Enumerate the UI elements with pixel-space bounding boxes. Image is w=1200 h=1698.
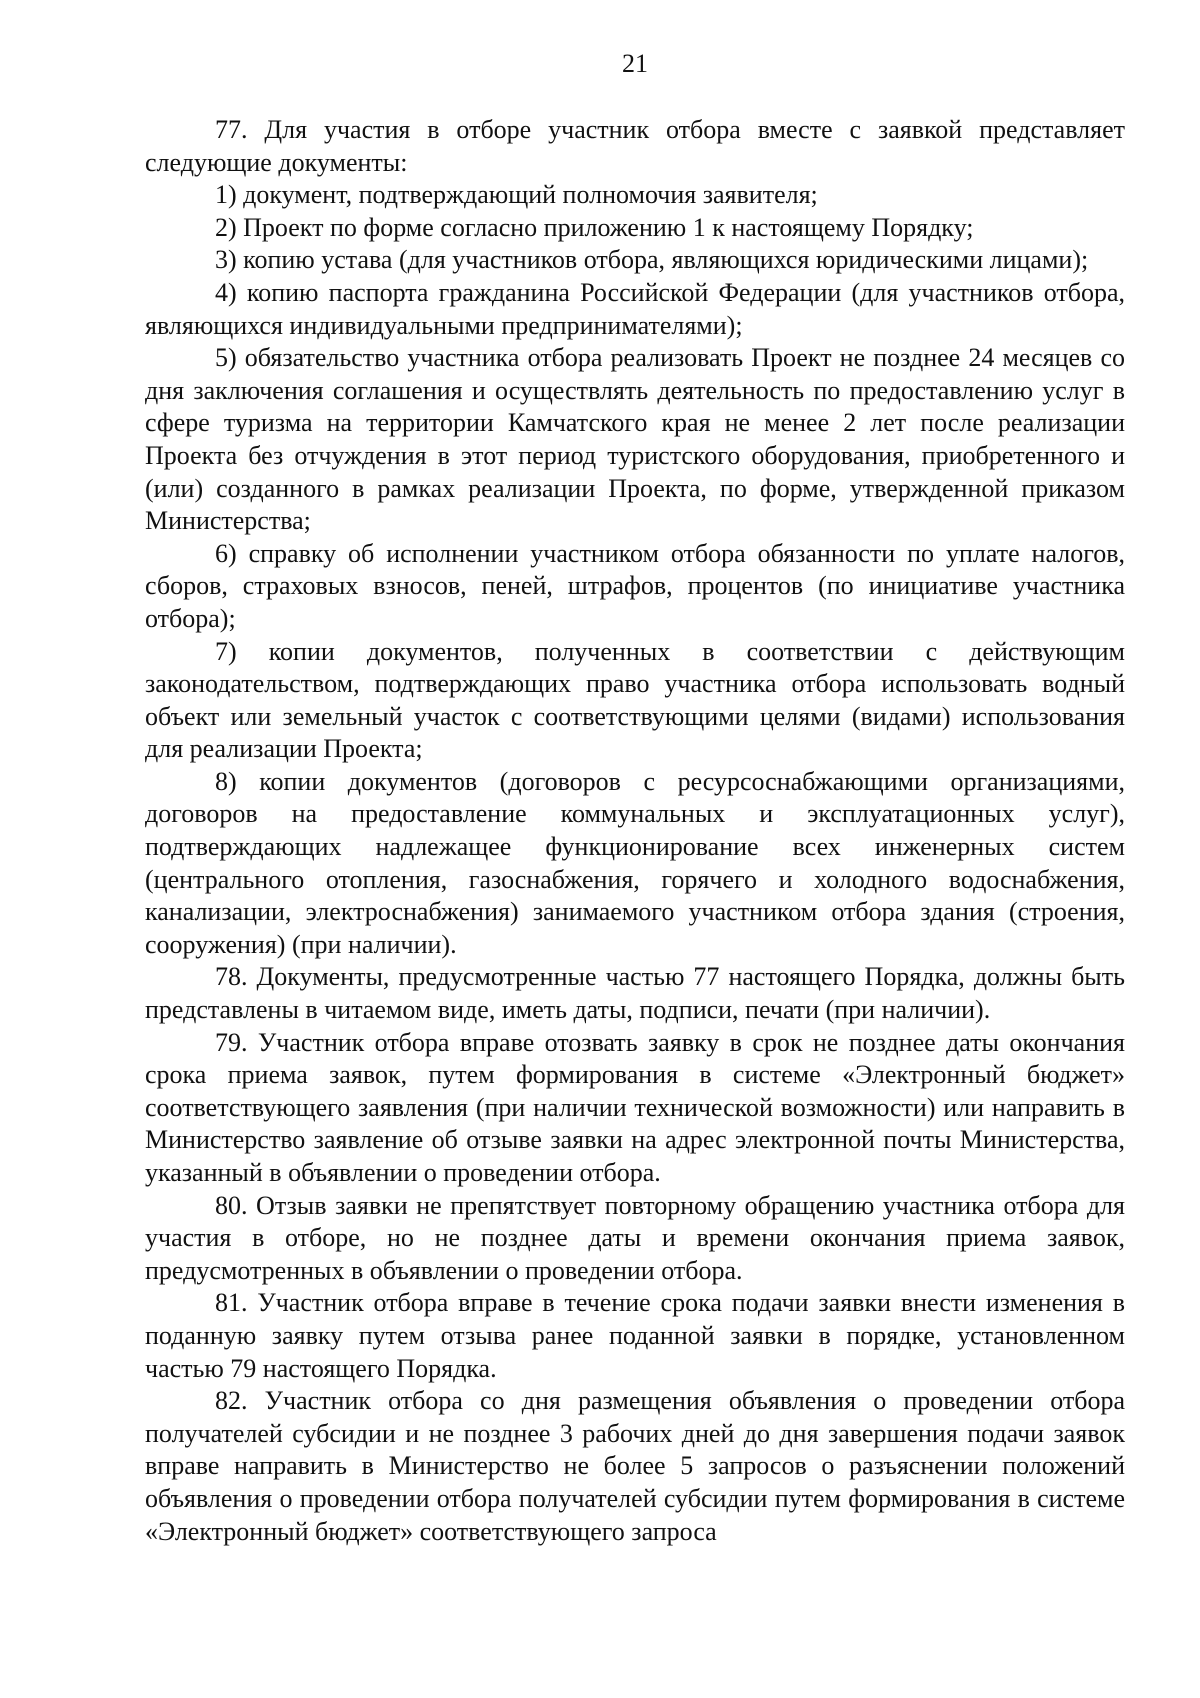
list-item-7: 7) копии документов, полученных в соответствии с действующим законодательством, подтверждающих право участника отбора использовать водный объект или земельный участок с соответствующими целями (видами) использования для реализации Проекта;	[145, 636, 1125, 764]
list-item-4: 4) копию паспорта гражданина Российской Федерации (для участников отбора, являющихся индивидуальными предпринимателями);	[145, 277, 1125, 340]
page-number: 21	[622, 49, 648, 78]
paragraph-80: 80. Отзыв заявки не препятствует повторному обращению участника отбора для участия в отборе, но не позднее даты и времени окончания приема заявок, предусмотренных в объявлении о проведении отбора.	[145, 1190, 1125, 1285]
paragraph-77: 77. Для участия в отборе участник отбора вместе с заявкой представляет следующие документы:	[145, 115, 1125, 177]
list-item-8: 8) копии документов (договоров с ресурсоснабжающими организациями, договоров на предоставление коммунальных и эксплуатационных услуг), подтверждающих надлежащее функционирование всех инженерных систем (центрального отопления, газоснабжения, горячего и холодного водоснабжения, канализации, электроснабжения) занимаемого участником отбора здания (строения, сооружения) (при наличии).	[145, 766, 1125, 959]
list-item-1: 1) документ, подтверждающий полномочия заявителя;	[215, 180, 818, 210]
list-item-3: 3) копию устава (для участников отбора, являющихся юридическими лицами);	[215, 245, 1089, 275]
list-item-5: 5) обязательство участника отбора реализовать Проект не позднее 24 месяцев со дня заключения соглашения и осуществлять деятельность по предоставлению услуг в сфере туризма на территории Камчатского края не менее 2 лет после реализации Проекта без отчуждения в этот период туристского оборудования, приобретенного и (или) созданного в рамках реализации Проекта, по форме, утвержденной приказом Министерства;	[145, 343, 1125, 536]
paragraph-79: 79. Участник отбора вправе отозвать заявку в срок не позднее даты окончания срока приема заявок, путем формирования в системе «Электронный бюджет» соответствующего заявления (при наличии технической возможности) или направить в Министерство заявление об отзыве заявки на адрес электронной почты Министерства, указанный в объявлении о проведении отбора.	[145, 1027, 1125, 1187]
paragraph-81: 81. Участник отбора вправе в течение срока подачи заявки внести изменения в поданную заявку путем отзыва ранее поданной заявки в порядке, установленном частью 79 настоящего Порядка.	[145, 1288, 1125, 1383]
list-item-2: 2) Проект по форме согласно приложению 1 к настоящему Порядку;	[215, 212, 974, 242]
list-item-6: 6) справку об исполнении участником отбора обязанности по уплате налогов, сборов, страховых взносов, пеней, штрафов, процентов (по инициативе участника отбора);	[145, 538, 1125, 633]
paragraph-82: 82. Участник отбора со дня размещения объявления о проведении отбора получателей субсидии и не позднее 3 рабочих дней до дня завершения подачи заявок вправе направить в Министерство не более 5 запросов о разъяснении положений объявления о проведении отбора получателей субсидии путем формирования в системе «Электронный бюджет» соответствующего запроса	[145, 1386, 1125, 1546]
document-page	[145, 48, 1125, 1548]
paragraph-78: 78. Документы, предусмотренные частью 77 настоящего Порядка, должны быть представлены в читаемом виде, иметь даты, подписи, печати (при наличии).	[145, 962, 1125, 1025]
